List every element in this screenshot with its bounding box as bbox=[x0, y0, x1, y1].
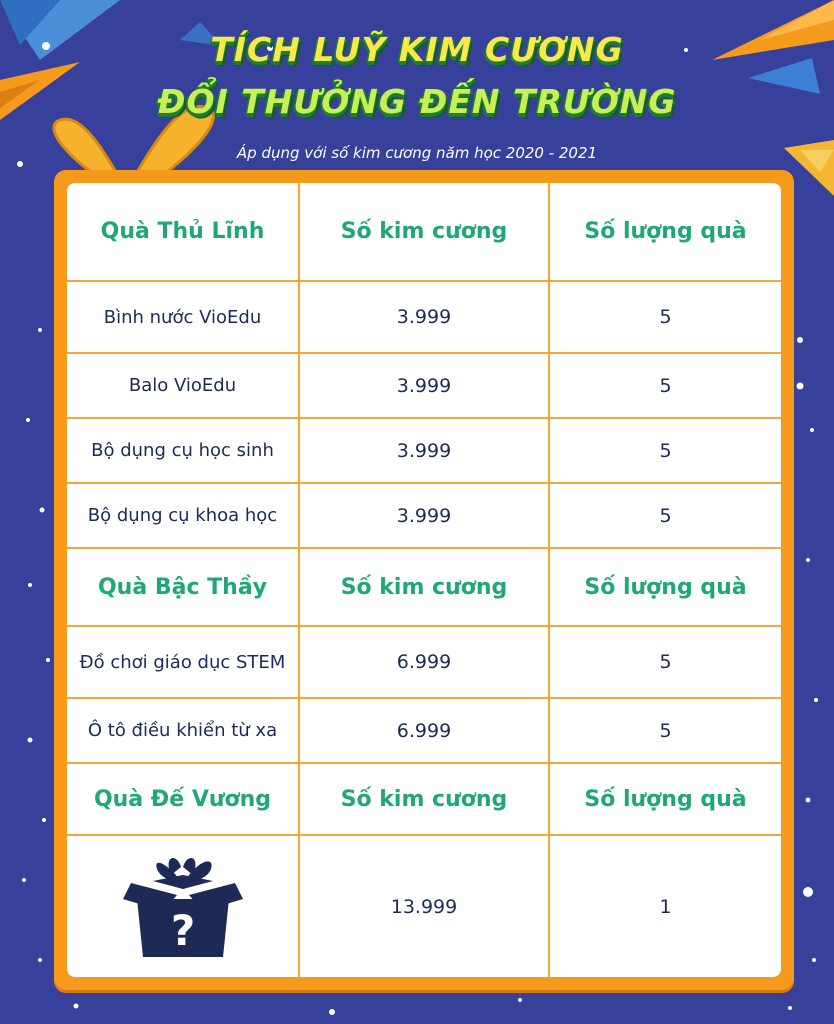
gift-diamonds: 3.999 bbox=[299, 483, 549, 548]
svg-text:?: ? bbox=[170, 905, 195, 955]
gift-name: Balo VioEdu bbox=[67, 353, 299, 418]
column-header-quantity: Số lượng quà bbox=[549, 763, 781, 835]
gift-quantity: 5 bbox=[549, 626, 781, 698]
column-header-diamonds: Số kim cương bbox=[299, 548, 549, 626]
gift-quantity: 1 bbox=[549, 835, 781, 977]
table-row bbox=[67, 835, 781, 977]
tier-name: Quà Thủ Lĩnh bbox=[67, 183, 299, 281]
gift-quantity: 5 bbox=[549, 281, 781, 353]
tier-header-row bbox=[67, 183, 781, 281]
gift-quantity: 5 bbox=[549, 418, 781, 483]
gift-diamonds: 3.999 bbox=[299, 353, 549, 418]
tier-name: Quà Bậc Thầy bbox=[67, 548, 299, 626]
gift-diamonds: 6.999 bbox=[299, 626, 549, 698]
tier-header-row bbox=[67, 548, 781, 626]
gift-image-cell bbox=[67, 835, 299, 977]
gift-name: Ô tô điều khiển từ xa bbox=[67, 698, 299, 763]
column-header-diamonds: Số kim cương bbox=[299, 763, 549, 835]
tier-header-row bbox=[67, 763, 781, 835]
gift-name: Bộ dụng cụ học sinh bbox=[67, 418, 299, 483]
table-row bbox=[67, 483, 781, 548]
table-row bbox=[67, 626, 781, 698]
mystery-gift-box-icon bbox=[123, 853, 243, 961]
gift-name: Bộ dụng cụ khoa học bbox=[67, 483, 299, 548]
table-row bbox=[67, 281, 781, 353]
gift-diamonds: 3.999 bbox=[299, 281, 549, 353]
gift-table-wrapper bbox=[67, 183, 781, 977]
gift-quantity: 5 bbox=[549, 353, 781, 418]
table-row bbox=[67, 698, 781, 763]
gift-quantity: 5 bbox=[549, 483, 781, 548]
gift-quantity: 5 bbox=[549, 698, 781, 763]
gift-diamonds: 13.999 bbox=[299, 835, 549, 977]
title-line-1: TÍCH LUỸ KIM CƯƠNG bbox=[210, 30, 624, 69]
tier-name: Quà Đế Vương bbox=[67, 763, 299, 835]
gift-name: Bình nước VioEdu bbox=[67, 281, 299, 353]
gift-diamonds: 3.999 bbox=[299, 418, 549, 483]
subtitle: Áp dụng với số kim cương năm học 2020 - 2021 bbox=[236, 144, 598, 162]
gift-table bbox=[67, 183, 781, 977]
gift-name: Đồ chơi giáo dục STEM bbox=[67, 626, 299, 698]
table-row bbox=[67, 418, 781, 483]
gift-diamonds: 6.999 bbox=[299, 698, 549, 763]
column-header-quantity: Số lượng quà bbox=[549, 548, 781, 626]
column-header-diamonds: Số kim cương bbox=[299, 183, 549, 281]
column-header-quantity: Số lượng quà bbox=[549, 183, 781, 281]
table-row bbox=[67, 353, 781, 418]
title-line-2: ĐỔI THƯỞNG ĐẾN TRƯỜNG bbox=[157, 82, 677, 121]
